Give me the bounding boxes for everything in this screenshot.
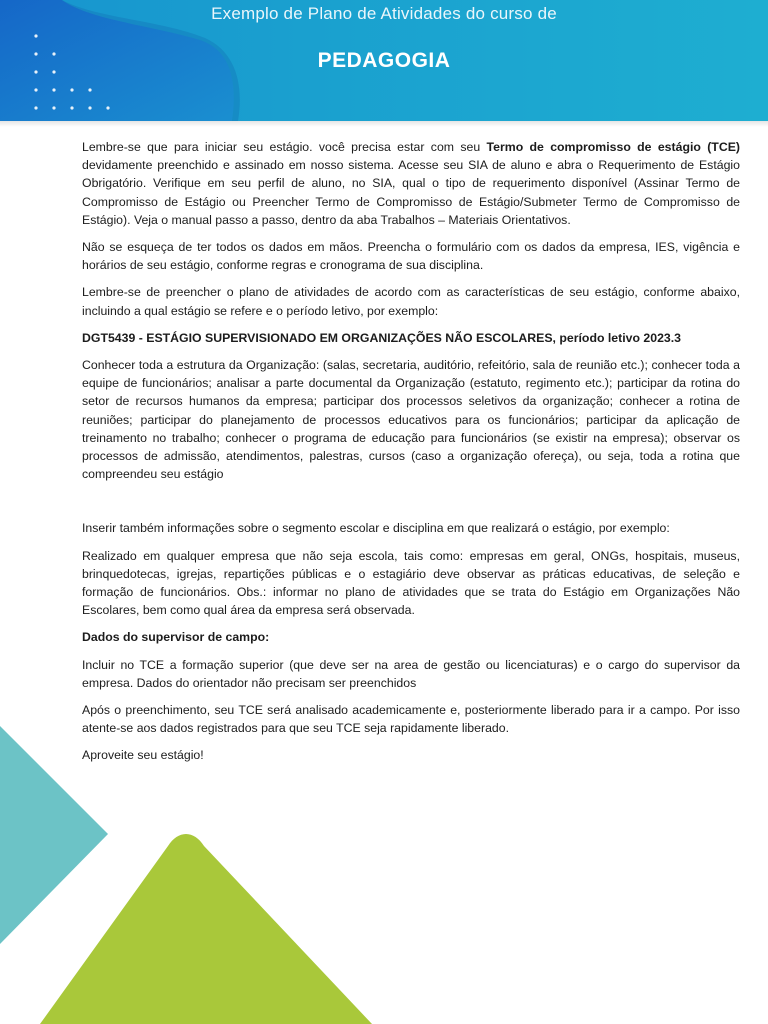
plan-instructions-paragraph: Lembre-se de preencher o plano de atividades de acordo com as características de seu estágio, conforme abaixo, incluindo a qual estágio se refere e o período letivo, por exemplo: [82,285,740,318]
document-body [82,138,740,774]
intro-paragraph: Lembre-se que para iniciar seu estágio. você precisa estar com seu Termo de compromisso de estágio (TCE) devidamente preenchido e assinado em nosso sistema. Acesse seu SIA de aluno e abra o Requerimento de Estágio Obrigatório. Verifique em seu perfil de aluno, no SIA, qual o tipo de requerimento disponível (Assinar Termo de Compromisso de Estágio ou Preencher Termo de Compromisso de Estágio/Submeter Termo de Compromisso de Estágio). Veja o manual passo a passo, dentro da aba Trabalhos – Materiais Orientativos. [82,140,741,227]
page-title: PEDAGOGIA [317,49,451,72]
green-triangle-shape [40,834,372,1024]
supervisor-paragraph: Incluir no TCE a formação superior (que deve ser na area de gestão ou licenciaturas) e o cargo do supervisor da empresa. Dados do orientador não precisam ser preenchidos [82,657,740,690]
analysis-paragraph: Após o preenchimento, seu TCE será analisado academicamente e, posteriormente liberado para ir a campo. Por isso atente-se aos dados registrados para que seu TCE seja rapidamente liberado. [82,703,740,736]
header-shadow [0,121,768,127]
supervisor-heading: Dados do supervisor de campo: [82,630,270,645]
data-reminder-paragraph: Não se esqueça de ter todos os dados em mãos. Preencha o formulário com os dados da empresa, IES, vigência e horários de seu estágio, conforme regras e cronograma de sua disciplina. [82,240,740,273]
example-paragraph: Realizado em qualquer empresa que não seja escola, tais como: empresas em geral, ONGs, hospitais, museus, brinquedotecas, igrejas, repartições públicas e o estagiário deve observar as práticas educativas, de seleção e formação de funcionários. Obs.: informar no plano de atividades que se trata do Estágio em Organizações Não Escolares, bem como qual área da empresa será observada. [82,548,740,618]
header-subtitle: Exemplo de Plano de Atividades do curso de [211,4,557,23]
activities-paragraph: Conhecer toda a estrutura da Organização: (salas, secretaria, auditório, refeitório, sala de reunião etc.); conhecer toda a equipe de funcionários; analisar a parte documental da Organização (estatuto, regimento etc.); participar da rotina do setor de recursos humanos da empresa; participar dos processos seletivos da organização; conhecer a rotina de reuniões; participar do planejamento de processos educativos para os funcionários; participar da aplicação de treinamento no trabalho; conhecer o programa de educação para funcionários (se existir na empresa); observar os processos de admissão, atendimentos, palestras, cursos (caso a organização ofereça), ou seja, toda a rotina que compreendeu seu estágio [82,358,740,482]
segment-paragraph: Inserir também informações sobre o segmento escolar e disciplina em que realizará o estágio, por exemplo: [82,521,670,536]
closing-line: Aproveite seu estágio! [82,748,204,763]
course-heading: DGT5439 - ESTÁGIO SUPERVISIONADO EM ORGANIZAÇÕES NÃO ESCOLARES, período letivo 2023.3 [82,330,682,345]
header-banner [0,0,768,121]
tce-term: Termo de compromisso de estágio (TCE) [486,140,741,154]
